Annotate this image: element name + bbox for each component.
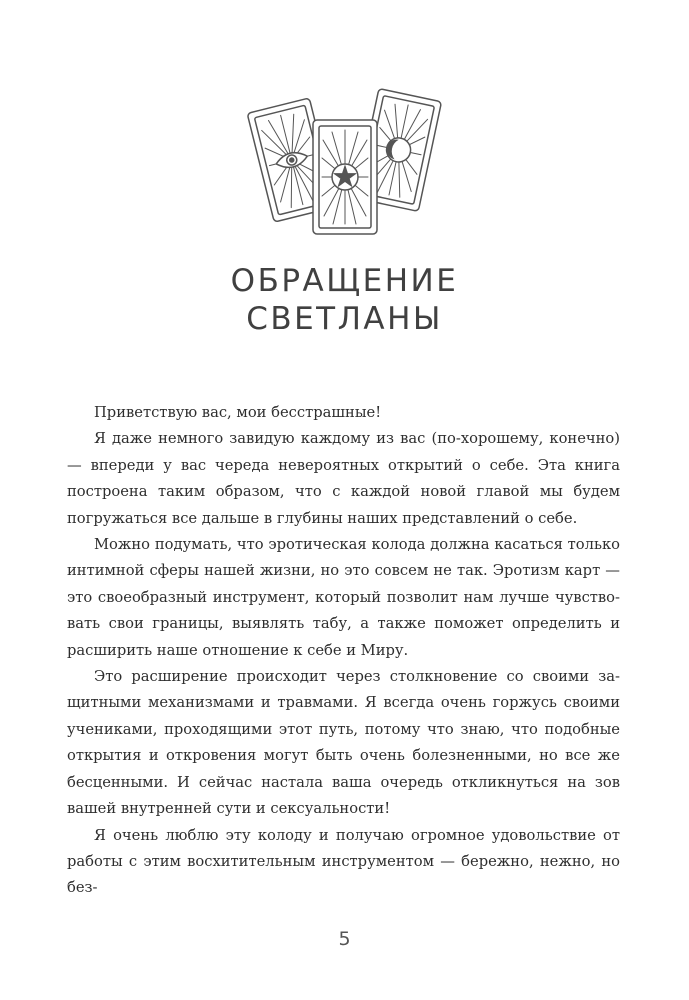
eye-icon bbox=[275, 149, 309, 170]
page-number: 5 bbox=[338, 928, 351, 950]
chapter-title bbox=[0, 262, 689, 338]
paragraph: Это расширение происходит через столкновение со своими защитными механизмами и травмами. Я всегда очень горжусь своими учениками, проходящими этот путь, потому что знаю, что подобные открытия и откровения могут быть очень болезненными, но все же бесценными. И сейчас настала ваша очередь откликнуться на зов вашей внутренней сути и сексуальности! bbox=[67, 668, 620, 818]
chapter-title-line-2: СВЕТЛАНЫ bbox=[246, 301, 443, 337]
paragraph: Приветствую вас, мои бесстрашные! bbox=[94, 404, 382, 421]
tarot-card-pentacle bbox=[313, 120, 377, 234]
tarot-cards-illustration bbox=[247, 86, 443, 236]
paragraph: Можно подумать, что эротическая колода должна касаться только интимной сферы нашей жизни, но это совсем не так. Эротизм карт — это своеобразный инструмент, который позволит нам лучше чувствовать свои границы, выявлять табу, а также поможет определить и расширить наше отношение к себе и Миру. bbox=[67, 536, 620, 659]
paragraph: Я очень люблю эту колоду и получаю огромное удовольствие от работы с этим восхитительным инструментом — бережно, нежно, но без- bbox=[67, 826, 620, 897]
body-text bbox=[67, 400, 620, 902]
paragraph: Я даже немного завидую каждому из вас (по-хорошему, конечно) — впереди у вас череда невероятных открытий о себе. Эта книга построена таким образом, что с каждой новой главой мы будем погружаться все дальше в глубины наших представлений о себе. bbox=[67, 430, 620, 527]
chapter-title-line-1: ОБРАЩЕНИЕ bbox=[230, 263, 459, 299]
pentacle-icon bbox=[332, 164, 358, 190]
